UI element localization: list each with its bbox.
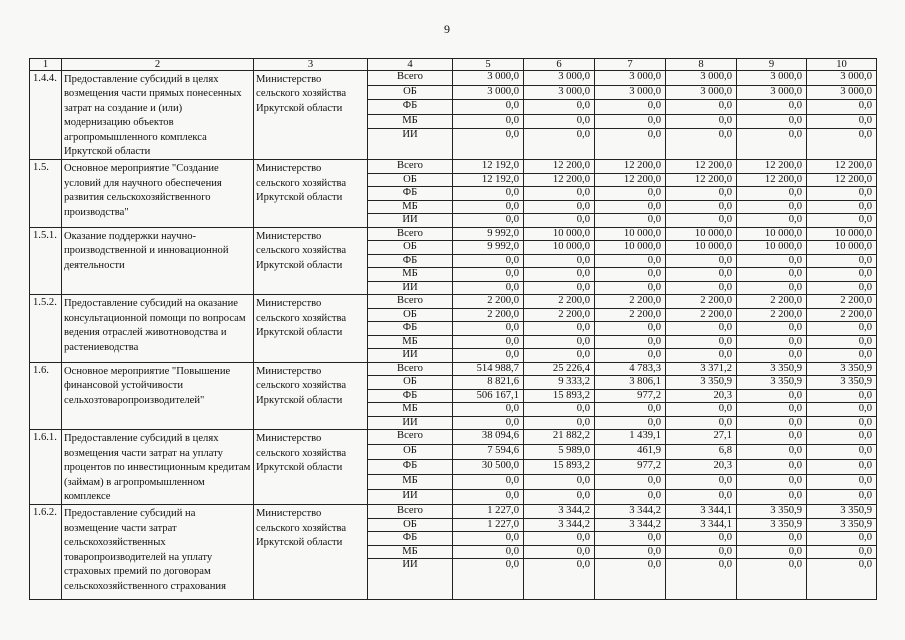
item-code: 1.6.	[30, 362, 62, 430]
item-code: 1.5.1.	[30, 227, 62, 295]
funding-table	[29, 58, 877, 600]
amount-cell: 0,0	[737, 100, 807, 115]
amount-cell: 0,0	[453, 268, 524, 282]
table-row	[30, 505, 877, 519]
amount-cell: 3 350,9	[807, 505, 877, 519]
amount-cell: 0,0	[524, 490, 595, 505]
amount-cell: 0,0	[595, 200, 666, 214]
amount-cell: 3 000,0	[453, 85, 524, 100]
amount-cell: 12 200,0	[524, 173, 595, 187]
funding-source: МБ	[368, 545, 453, 559]
amount-cell: 0,0	[524, 281, 595, 295]
amount-cell: 0,0	[666, 559, 737, 600]
amount-cell: 2 200,0	[807, 295, 877, 309]
item-name: Основное мероприятие "Создание условий для научного обеспечения развития сельскохозяйственного производства"	[62, 160, 254, 228]
amount-cell: 3 350,9	[737, 505, 807, 519]
amount-cell: 0,0	[666, 475, 737, 490]
funding-source: Всего	[368, 430, 453, 445]
amount-cell: 0,0	[666, 322, 737, 336]
amount-cell: 0,0	[453, 281, 524, 295]
amount-cell: 3 000,0	[737, 71, 807, 86]
amount-cell: 0,0	[524, 403, 595, 417]
column-header: 10	[807, 59, 877, 71]
amount-cell: 0,0	[807, 416, 877, 430]
amount-cell: 25 226,4	[524, 362, 595, 376]
amount-cell: 3 350,9	[666, 376, 737, 390]
funding-source: ИИ	[368, 129, 453, 160]
amount-cell: 0,0	[595, 349, 666, 363]
amount-cell: 12 200,0	[666, 160, 737, 174]
amount-cell: 0,0	[807, 545, 877, 559]
amount-cell: 0,0	[595, 475, 666, 490]
amount-cell: 12 192,0	[453, 173, 524, 187]
amount-cell: 461,9	[595, 445, 666, 460]
amount-cell: 0,0	[666, 403, 737, 417]
amount-cell: 0,0	[595, 335, 666, 349]
table-row	[30, 71, 877, 86]
funding-source: ОБ	[368, 85, 453, 100]
amount-cell: 0,0	[453, 214, 524, 228]
amount-cell: 3 000,0	[666, 71, 737, 86]
amount-cell: 0,0	[453, 200, 524, 214]
amount-cell: 5 989,0	[524, 445, 595, 460]
amount-cell: 0,0	[524, 532, 595, 546]
amount-cell: 0,0	[453, 559, 524, 600]
funding-source: ФБ	[368, 532, 453, 546]
amount-cell: 0,0	[453, 187, 524, 201]
funding-source: ОБ	[368, 445, 453, 460]
amount-cell: 1 439,1	[595, 430, 666, 445]
funding-source: ОБ	[368, 518, 453, 532]
amount-cell: 3 344,2	[595, 518, 666, 532]
amount-cell: 0,0	[807, 322, 877, 336]
column-header: 6	[524, 59, 595, 71]
amount-cell: 2 200,0	[666, 295, 737, 309]
amount-cell: 10 000,0	[524, 227, 595, 241]
funding-source: ОБ	[368, 241, 453, 255]
amount-cell: 0,0	[737, 114, 807, 129]
amount-cell: 0,0	[737, 200, 807, 214]
amount-cell: 0,0	[737, 490, 807, 505]
funding-source: Всего	[368, 505, 453, 519]
amount-cell: 2 200,0	[453, 295, 524, 309]
amount-cell: 3 000,0	[453, 71, 524, 86]
funding-source: ИИ	[368, 214, 453, 228]
amount-cell: 0,0	[595, 322, 666, 336]
amount-cell: 3 000,0	[737, 85, 807, 100]
amount-cell: 0,0	[737, 129, 807, 160]
item-code: 1.4.4.	[30, 71, 62, 160]
amount-cell: 3 344,1	[666, 505, 737, 519]
amount-cell: 0,0	[524, 200, 595, 214]
amount-cell: 0,0	[524, 349, 595, 363]
amount-cell: 0,0	[453, 475, 524, 490]
funding-source: ИИ	[368, 490, 453, 505]
amount-cell: 0,0	[666, 187, 737, 201]
amount-cell: 0,0	[807, 254, 877, 268]
item-name: Предоставление субсидий в целях возмещения части прямых понесенных затрат на создание и (или) модернизацию объектов агропромышленного комплекса Иркутской области	[62, 71, 254, 160]
amount-cell: 0,0	[666, 100, 737, 115]
amount-cell: 3 000,0	[524, 71, 595, 86]
amount-cell: 0,0	[595, 490, 666, 505]
amount-cell: 15 893,2	[524, 460, 595, 475]
amount-cell: 10 000,0	[595, 227, 666, 241]
item-code: 1.5.2.	[30, 295, 62, 363]
amount-cell: 8 821,6	[453, 376, 524, 390]
amount-cell: 3 000,0	[595, 85, 666, 100]
funding-source: Всего	[368, 362, 453, 376]
amount-cell: 0,0	[524, 322, 595, 336]
item-executor: Министерство сельского хозяйства Иркутской области	[254, 430, 368, 505]
amount-cell: 12 200,0	[737, 160, 807, 174]
amount-cell: 0,0	[737, 335, 807, 349]
amount-cell: 0,0	[666, 416, 737, 430]
amount-cell: 0,0	[453, 100, 524, 115]
funding-source: ФБ	[368, 100, 453, 115]
table-row	[30, 227, 877, 241]
amount-cell: 514 988,7	[453, 362, 524, 376]
amount-cell: 2 200,0	[524, 308, 595, 322]
amount-cell: 0,0	[453, 349, 524, 363]
amount-cell: 2 200,0	[737, 308, 807, 322]
amount-cell: 0,0	[737, 445, 807, 460]
funding-source: МБ	[368, 200, 453, 214]
page-number: 9	[444, 22, 450, 36]
amount-cell: 0,0	[666, 129, 737, 160]
amount-cell: 0,0	[595, 268, 666, 282]
amount-cell: 0,0	[524, 100, 595, 115]
amount-cell: 0,0	[595, 532, 666, 546]
amount-cell: 0,0	[807, 187, 877, 201]
amount-cell: 9 333,2	[524, 376, 595, 390]
funding-source: ФБ	[368, 187, 453, 201]
amount-cell: 0,0	[737, 430, 807, 445]
amount-cell: 3 344,2	[524, 505, 595, 519]
amount-cell: 0,0	[737, 416, 807, 430]
amount-cell: 0,0	[595, 100, 666, 115]
amount-cell: 0,0	[524, 129, 595, 160]
amount-cell: 0,0	[737, 460, 807, 475]
funding-source: МБ	[368, 403, 453, 417]
amount-cell: 12 200,0	[595, 160, 666, 174]
amount-cell: 10 000,0	[807, 227, 877, 241]
amount-cell: 12 200,0	[666, 173, 737, 187]
amount-cell: 977,2	[595, 389, 666, 403]
amount-cell: 20,3	[666, 460, 737, 475]
amount-cell: 0,0	[807, 214, 877, 228]
amount-cell: 9 992,0	[453, 241, 524, 255]
amount-cell: 7 594,6	[453, 445, 524, 460]
amount-cell: 3 344,2	[524, 518, 595, 532]
amount-cell: 6,8	[666, 445, 737, 460]
column-header: 8	[666, 59, 737, 71]
amount-cell: 27,1	[666, 430, 737, 445]
funding-source: МБ	[368, 114, 453, 129]
amount-cell: 0,0	[807, 430, 877, 445]
amount-cell: 0,0	[524, 416, 595, 430]
item-code: 1.5.	[30, 160, 62, 228]
amount-cell: 0,0	[453, 114, 524, 129]
amount-cell: 0,0	[666, 254, 737, 268]
amount-cell: 0,0	[737, 268, 807, 282]
amount-cell: 3 000,0	[595, 71, 666, 86]
funding-source: ОБ	[368, 376, 453, 390]
amount-cell: 0,0	[666, 214, 737, 228]
amount-cell: 0,0	[666, 349, 737, 363]
amount-cell: 0,0	[666, 335, 737, 349]
amount-cell: 0,0	[595, 416, 666, 430]
amount-cell: 30 500,0	[453, 460, 524, 475]
amount-cell: 10 000,0	[595, 241, 666, 255]
amount-cell: 0,0	[453, 416, 524, 430]
amount-cell: 3 371,2	[666, 362, 737, 376]
amount-cell: 0,0	[524, 475, 595, 490]
amount-cell: 12 192,0	[453, 160, 524, 174]
column-header: 3	[254, 59, 368, 71]
amount-cell: 3 350,9	[737, 362, 807, 376]
amount-cell: 0,0	[595, 559, 666, 600]
amount-cell: 12 200,0	[595, 173, 666, 187]
table-row	[30, 430, 877, 445]
amount-cell: 15 893,2	[524, 389, 595, 403]
item-code: 1.6.2.	[30, 505, 62, 600]
amount-cell: 10 000,0	[666, 227, 737, 241]
amount-cell: 1 227,0	[453, 518, 524, 532]
amount-cell: 0,0	[524, 214, 595, 228]
amount-cell: 0,0	[807, 559, 877, 600]
amount-cell: 10 000,0	[666, 241, 737, 255]
amount-cell: 3 350,9	[737, 376, 807, 390]
amount-cell: 0,0	[737, 214, 807, 228]
funding-source: МБ	[368, 268, 453, 282]
amount-cell: 0,0	[807, 460, 877, 475]
amount-cell: 0,0	[737, 545, 807, 559]
amount-cell: 0,0	[807, 532, 877, 546]
amount-cell: 0,0	[453, 532, 524, 546]
amount-cell: 21 882,2	[524, 430, 595, 445]
amount-cell: 0,0	[595, 114, 666, 129]
item-executor: Министерство сельского хозяйства Иркутской области	[254, 505, 368, 600]
item-executor: Министерство сельского хозяйства Иркутской области	[254, 71, 368, 160]
funding-source: ОБ	[368, 308, 453, 322]
amount-cell: 0,0	[595, 281, 666, 295]
amount-cell: 0,0	[595, 545, 666, 559]
amount-cell: 0,0	[737, 403, 807, 417]
amount-cell: 12 200,0	[524, 160, 595, 174]
funding-source: ФБ	[368, 322, 453, 336]
amount-cell: 0,0	[666, 268, 737, 282]
amount-cell: 9 992,0	[453, 227, 524, 241]
amount-cell: 2 200,0	[453, 308, 524, 322]
amount-cell: 12 200,0	[737, 173, 807, 187]
amount-cell: 3 350,9	[737, 518, 807, 532]
amount-cell: 0,0	[595, 254, 666, 268]
funding-source: ИИ	[368, 559, 453, 600]
amount-cell: 10 000,0	[737, 227, 807, 241]
amount-cell: 20,3	[666, 389, 737, 403]
column-header: 9	[737, 59, 807, 71]
amount-cell: 0,0	[737, 281, 807, 295]
amount-cell: 0,0	[453, 254, 524, 268]
amount-cell: 10 000,0	[524, 241, 595, 255]
amount-cell: 3 000,0	[666, 85, 737, 100]
item-name: Предоставление субсидий на оказание консультационной помощи по вопросам ведения отраслей животноводства и растениеводства	[62, 295, 254, 363]
amount-cell: 2 200,0	[666, 308, 737, 322]
amount-cell: 0,0	[595, 187, 666, 201]
amount-cell: 0,0	[807, 268, 877, 282]
amount-cell: 0,0	[666, 281, 737, 295]
funding-source: ИИ	[368, 349, 453, 363]
item-name: Предоставление субсидий в целях возмещения части затрат на уплату процентов по инвестиционным кредитам (займам) в агропромышленном комплексе	[62, 430, 254, 505]
item-name: Оказание поддержки научно-производственной и инновационной деятельности	[62, 227, 254, 295]
amount-cell: 2 200,0	[807, 308, 877, 322]
amount-cell: 0,0	[807, 200, 877, 214]
amount-cell: 0,0	[807, 114, 877, 129]
funding-source: ФБ	[368, 389, 453, 403]
amount-cell: 0,0	[666, 490, 737, 505]
column-header: 7	[595, 59, 666, 71]
table-row	[30, 160, 877, 174]
funding-source: Всего	[368, 71, 453, 86]
amount-cell: 0,0	[807, 475, 877, 490]
funding-source: Всего	[368, 295, 453, 309]
column-header: 2	[62, 59, 254, 71]
amount-cell: 0,0	[524, 187, 595, 201]
amount-cell: 3 350,9	[807, 518, 877, 532]
amount-cell: 0,0	[737, 187, 807, 201]
amount-cell: 3 350,9	[807, 376, 877, 390]
amount-cell: 2 200,0	[737, 295, 807, 309]
amount-cell: 2 200,0	[595, 295, 666, 309]
amount-cell: 0,0	[524, 254, 595, 268]
amount-cell: 0,0	[807, 490, 877, 505]
funding-source: ИИ	[368, 416, 453, 430]
amount-cell: 3 344,2	[595, 505, 666, 519]
amount-cell: 0,0	[524, 559, 595, 600]
amount-cell: 3 806,1	[595, 376, 666, 390]
column-header: 5	[453, 59, 524, 71]
amount-cell: 12 200,0	[807, 173, 877, 187]
amount-cell: 0,0	[595, 403, 666, 417]
amount-cell: 0,0	[666, 545, 737, 559]
funding-source: ФБ	[368, 460, 453, 475]
amount-cell: 3 000,0	[524, 85, 595, 100]
item-executor: Министерство сельского хозяйства Иркутской области	[254, 295, 368, 363]
amount-cell: 4 783,3	[595, 362, 666, 376]
funding-source: Всего	[368, 227, 453, 241]
amount-cell: 0,0	[666, 200, 737, 214]
amount-cell: 0,0	[737, 475, 807, 490]
table-row	[30, 362, 877, 376]
amount-cell: 0,0	[807, 349, 877, 363]
amount-cell: 0,0	[807, 281, 877, 295]
amount-cell: 0,0	[524, 268, 595, 282]
amount-cell: 3 000,0	[807, 85, 877, 100]
funding-source: Всего	[368, 160, 453, 174]
amount-cell: 10 000,0	[737, 241, 807, 255]
item-executor: Министерство сельского хозяйства Иркутской области	[254, 160, 368, 228]
amount-cell: 0,0	[807, 445, 877, 460]
amount-cell: 0,0	[666, 114, 737, 129]
funding-source: ИИ	[368, 281, 453, 295]
amount-cell: 0,0	[524, 114, 595, 129]
amount-cell: 0,0	[737, 254, 807, 268]
funding-source: ФБ	[368, 254, 453, 268]
funding-source: МБ	[368, 335, 453, 349]
header-row	[30, 59, 877, 71]
amount-cell: 0,0	[807, 403, 877, 417]
amount-cell: 0,0	[807, 129, 877, 160]
amount-cell: 0,0	[666, 532, 737, 546]
funding-source: МБ	[368, 475, 453, 490]
amount-cell: 3 000,0	[807, 71, 877, 86]
amount-cell: 2 200,0	[595, 308, 666, 322]
amount-cell: 38 094,6	[453, 430, 524, 445]
amount-cell: 0,0	[807, 389, 877, 403]
amount-cell: 0,0	[453, 403, 524, 417]
amount-cell: 0,0	[453, 129, 524, 160]
amount-cell: 0,0	[453, 545, 524, 559]
amount-cell: 0,0	[807, 100, 877, 115]
amount-cell: 0,0	[595, 214, 666, 228]
amount-cell: 0,0	[524, 545, 595, 559]
amount-cell: 0,0	[737, 389, 807, 403]
item-name: Предоставление субсидий на возмещение части затрат сельскохозяйственных товаропроизводителей на уплату страховых премий по договорам сельскохозяйственного страхования	[62, 505, 254, 600]
amount-cell: 12 200,0	[807, 160, 877, 174]
amount-cell: 0,0	[737, 559, 807, 600]
amount-cell: 0,0	[737, 349, 807, 363]
amount-cell: 0,0	[737, 532, 807, 546]
amount-cell: 10 000,0	[807, 241, 877, 255]
amount-cell: 977,2	[595, 460, 666, 475]
column-header: 4	[368, 59, 453, 71]
funding-source: ОБ	[368, 173, 453, 187]
amount-cell: 0,0	[595, 129, 666, 160]
amount-cell: 0,0	[453, 490, 524, 505]
amount-cell: 2 200,0	[524, 295, 595, 309]
column-header: 1	[30, 59, 62, 71]
amount-cell: 506 167,1	[453, 389, 524, 403]
item-executor: Министерство сельского хозяйства Иркутской области	[254, 227, 368, 295]
amount-cell: 0,0	[453, 322, 524, 336]
amount-cell: 0,0	[453, 335, 524, 349]
amount-cell: 1 227,0	[453, 505, 524, 519]
amount-cell: 0,0	[807, 335, 877, 349]
amount-cell: 3 344,1	[666, 518, 737, 532]
amount-cell: 3 350,9	[807, 362, 877, 376]
item-executor: Министерство сельского хозяйства Иркутской области	[254, 362, 368, 430]
table-row	[30, 295, 877, 309]
item-name: Основное мероприятие "Повышение финансовой устойчивости сельхозтоваропроизводителей"	[62, 362, 254, 430]
amount-cell: 0,0	[524, 335, 595, 349]
item-code: 1.6.1.	[30, 430, 62, 505]
amount-cell: 0,0	[737, 322, 807, 336]
